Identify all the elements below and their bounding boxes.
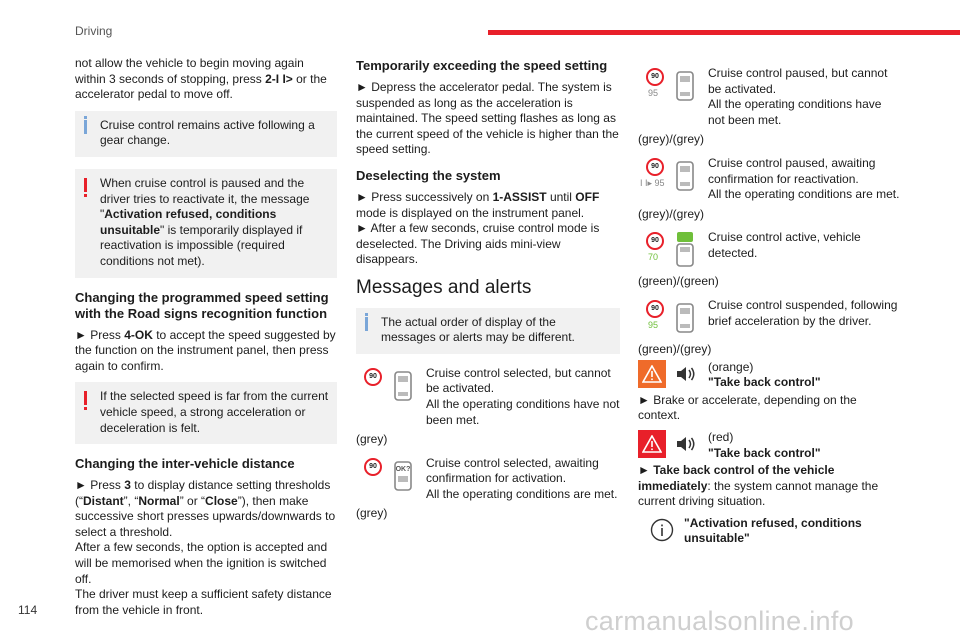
warning-icon bbox=[84, 178, 87, 192]
warning-note-speed: If the selected speed is far from the current vehicle speed, a strong acceleration or deceleration is felt. bbox=[75, 382, 337, 444]
info-icon bbox=[84, 120, 87, 134]
alert-color-label: (orange) bbox=[708, 359, 754, 374]
watermark: carmanualsonline.info bbox=[585, 606, 854, 636]
alert-row-orange bbox=[638, 360, 900, 391]
alert-instruction: ► Brake or accelerate, depending on the context. bbox=[638, 392, 857, 423]
speed-limit-sign-icon: 90 bbox=[646, 158, 664, 176]
alert-instruction: ► Take back control of the vehicle immediately: the system cannot manage the current driving situation. bbox=[638, 463, 879, 509]
car-icon bbox=[674, 68, 696, 104]
message-text: Cruise control active, vehicle detected. bbox=[708, 230, 861, 260]
current-speed-label: I I▸ 95 bbox=[640, 177, 665, 188]
car-icon bbox=[674, 158, 696, 194]
intro-paragraph: not allow the vehicle to begin moving again within 3 seconds of stopping, press 2-I I> or the accelerator pedal to move off. bbox=[75, 56, 327, 102]
warning-note: When cruise control is paused and the driver tries to reactivate it, the message "Activation refused, conditions unsuitable" is temporarily displayed if reactivation is impossible (required conditions not met). bbox=[75, 169, 337, 278]
cruise-status-icon bbox=[356, 456, 426, 496]
current-speed-label: 95 bbox=[648, 319, 659, 330]
temporarily-exceeding-paragraph: ► Depress the accelerator pedal. The system is suspended as long as the acceleration is maintained. The speed setting flashes as long as the current speed of the vehicle is higher than the speed setting. bbox=[356, 80, 619, 157]
warning-icon bbox=[84, 391, 87, 405]
info-circle-icon bbox=[648, 516, 676, 544]
message-text: Cruise control paused, but cannot be activated. All the operating conditions have not been met. bbox=[708, 66, 888, 127]
running-header: Driving bbox=[75, 24, 113, 38]
info-note: Cruise control remains active following a gear change. bbox=[75, 111, 337, 157]
message-row bbox=[638, 156, 900, 203]
message-text: Cruise control selected, but cannot be activated. All the operating conditions have not been met. bbox=[426, 365, 620, 427]
column-2 bbox=[356, 56, 620, 530]
car-ok-label: OK? bbox=[395, 465, 411, 473]
message-color-caption: (green)/(grey) bbox=[638, 341, 712, 356]
heading-deselecting: Deselecting the system bbox=[356, 167, 501, 183]
message-text: Cruise control paused, awaiting confirmation for reactivation. All the operating conditions are met. bbox=[708, 155, 900, 202]
page-number: 114 bbox=[18, 603, 38, 617]
alert-message: "Take back control" bbox=[708, 445, 821, 460]
speed-limit-sign-icon: 90 bbox=[646, 68, 664, 86]
column-3 bbox=[638, 66, 900, 549]
message-color-caption: (green)/(green) bbox=[638, 274, 719, 289]
message-row bbox=[356, 366, 620, 428]
current-speed-label: 95 bbox=[648, 88, 659, 98]
cruise-status-icon bbox=[638, 230, 708, 270]
programmed-speed-paragraph: ► Press 4-OK to accept the speed suggested by the function on the instrument panel, then press again to confirm. bbox=[75, 327, 336, 373]
message-row bbox=[638, 298, 900, 338]
speed-limit-sign-icon: 90 bbox=[364, 458, 382, 476]
speaker-icon bbox=[672, 430, 700, 458]
alert-color-label: (red) bbox=[708, 429, 734, 444]
info-message-text: "Activation refused, conditions unsuitable" bbox=[684, 515, 862, 546]
cruise-status-icon bbox=[356, 366, 426, 406]
car-icon bbox=[674, 300, 696, 336]
alert-message: "Take back control" bbox=[708, 375, 821, 390]
message-color-caption: (grey) bbox=[356, 506, 388, 521]
message-color-caption: (grey) bbox=[356, 432, 388, 447]
distance-paragraph: ► Press 3 to display distance setting thresholds (“Distant”, “Normal” or “Close”), then make successive short presses upwards/downwards to select a threshold. After a few seconds, the option is accepted and will be memorised when the ignition is switched off. The driver must keep a sufficient safety distance from the vehicle in front. bbox=[75, 478, 336, 617]
speed-limit-sign-icon: 90 bbox=[646, 232, 664, 250]
heading-temporarily-exceeding: Temporarily exceeding the speed setting bbox=[356, 58, 608, 73]
alert-row-red bbox=[638, 430, 900, 461]
message-row bbox=[638, 66, 900, 128]
message-color-caption: (grey)/(grey) bbox=[638, 132, 705, 147]
cruise-status-icon bbox=[638, 156, 708, 196]
deselecting-paragraph: ► Press successively on 1-ASSIST until OFF mode is displayed on the instrument panel. ► After a few seconds, cruise control mode is deselected. The Driving aids mini-view disappears. bbox=[356, 189, 600, 267]
heading-inter-vehicle-distance: Changing the inter-vehicle distance bbox=[75, 456, 295, 472]
message-row bbox=[356, 456, 620, 503]
alert-triangle-icon bbox=[638, 360, 666, 388]
car-detected-icon bbox=[674, 232, 696, 268]
message-text: Cruise control selected, awaiting confirmation for activation. All the operating conditions are met. bbox=[426, 455, 618, 501]
heading-programmed-speed: Changing the programmed speed setting with the Road signs recognition function bbox=[75, 289, 329, 321]
car-icon bbox=[392, 368, 414, 404]
message-row bbox=[638, 230, 900, 270]
message-color-caption: (grey)/(grey) bbox=[638, 206, 705, 221]
speed-limit-sign-icon: 90 bbox=[646, 300, 664, 318]
cruise-status-icon bbox=[638, 298, 708, 338]
alert-triangle-icon bbox=[638, 430, 666, 458]
speed-limit-sign-icon: 90 bbox=[364, 368, 382, 386]
info-message-row bbox=[638, 516, 900, 547]
heading-messages-alerts: Messages and alerts bbox=[356, 276, 532, 298]
cruise-status-icon bbox=[638, 66, 708, 106]
info-note-order: The actual order of display of the messages or alerts may be different. bbox=[356, 308, 620, 354]
column-1 bbox=[75, 56, 337, 624]
message-text: Cruise control suspended, following brief acceleration by the driver. bbox=[708, 297, 898, 328]
current-speed-label: 70 bbox=[648, 252, 659, 263]
info-icon bbox=[365, 317, 368, 331]
header-red-bar bbox=[488, 30, 960, 35]
speaker-icon bbox=[672, 360, 700, 388]
